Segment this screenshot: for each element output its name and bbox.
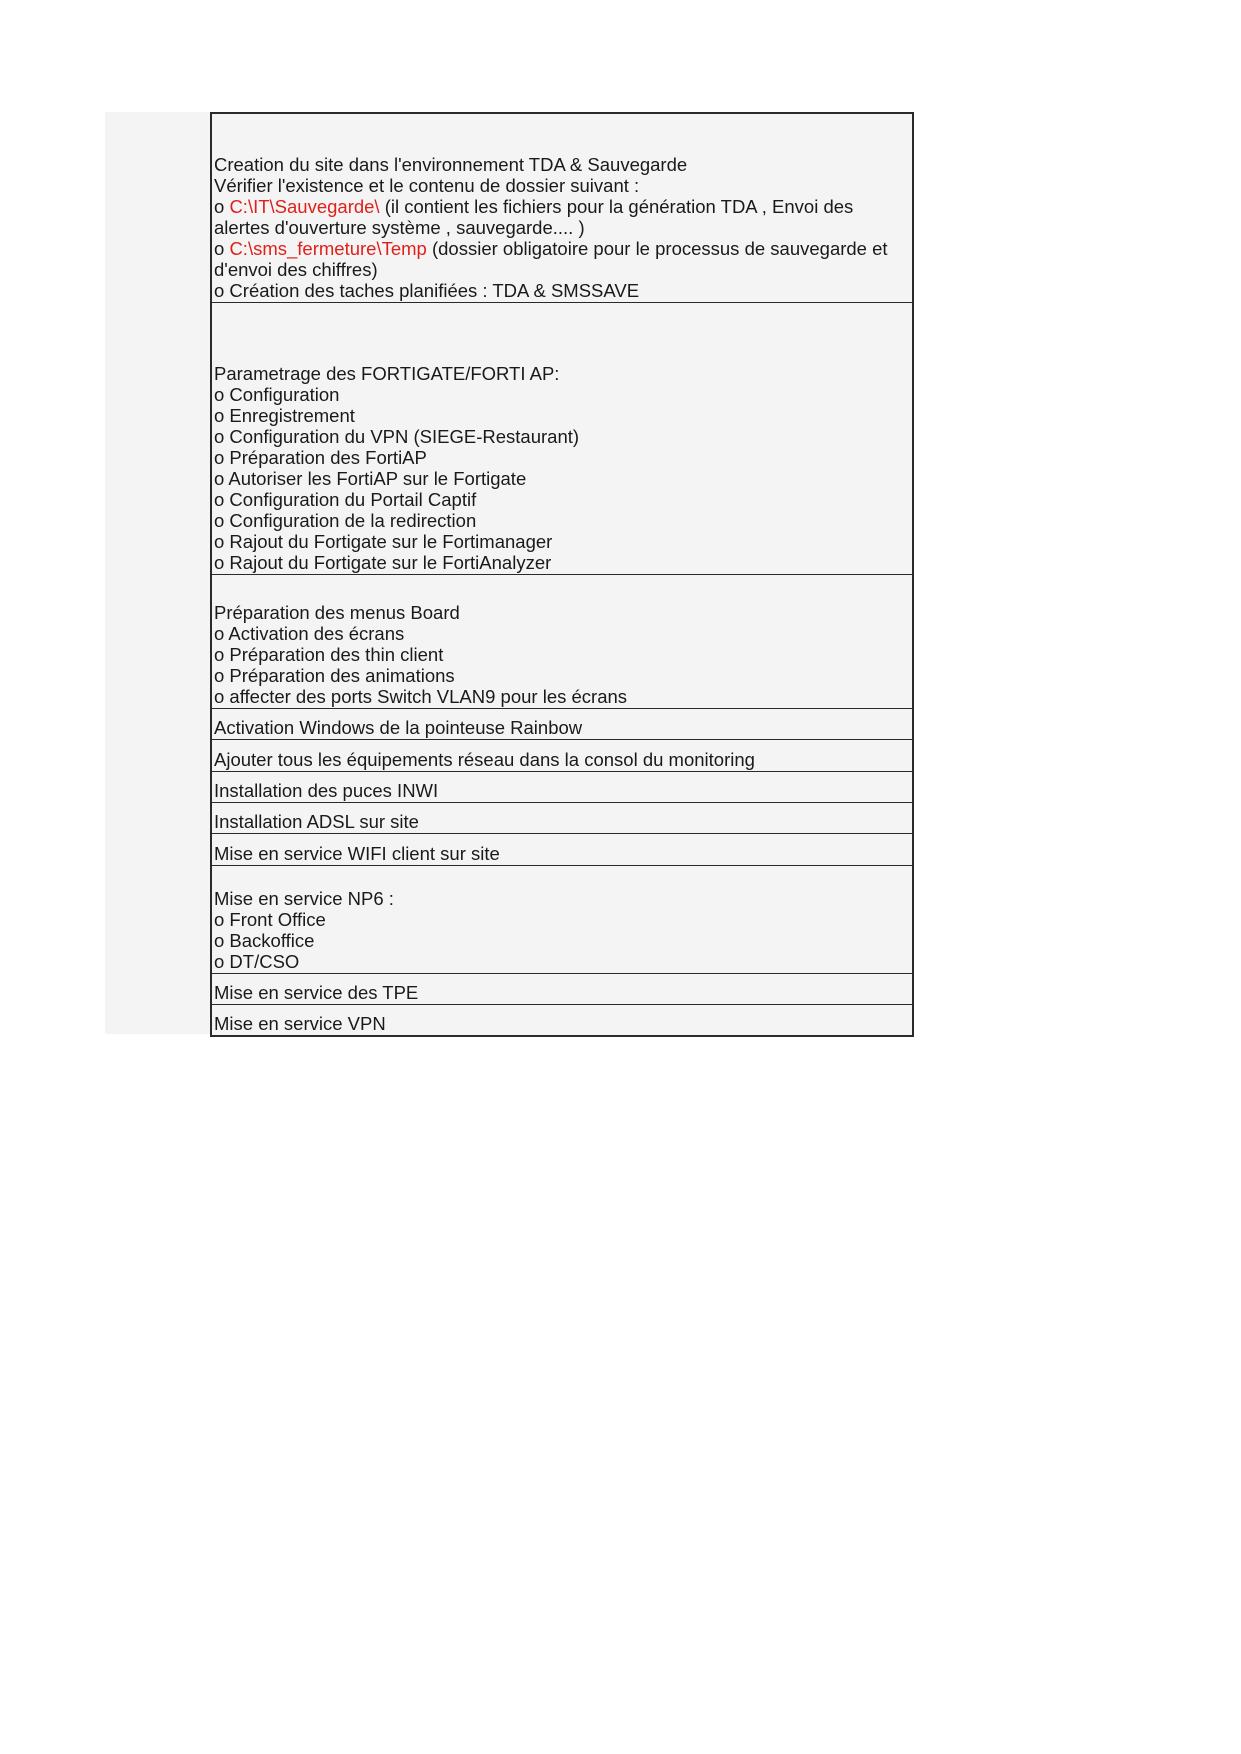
- table-row: [212, 740, 912, 772]
- table-row: [212, 303, 912, 575]
- table-row: [212, 1005, 912, 1035]
- cell-line: Mise en service NP6 :: [214, 888, 394, 909]
- cell-line: o Configuration du Portail Captif: [214, 489, 477, 510]
- cell-line: Installation ADSL sur site: [214, 811, 419, 832]
- table-row: [212, 866, 912, 974]
- table-row: [212, 575, 912, 709]
- bullet: o: [214, 238, 230, 259]
- cell-line: Installation des puces INWI: [214, 780, 439, 801]
- task-table: [210, 112, 914, 1037]
- cell-line: o Configuration de la redirection: [214, 510, 477, 531]
- cell-line: Creation du site dans l'environnement TDA & Sauvegarde: [214, 154, 688, 175]
- cell-line: Parametrage des FORTIGATE/FORTI AP:: [214, 363, 560, 384]
- cell-line: Mise en service des TPE: [214, 982, 419, 1003]
- cell-line: o Enregistrement: [214, 405, 355, 426]
- path-description: (dossier obligatoire pour le processus de sauvegarde et d'envoi des chiffres): [214, 238, 888, 280]
- cell-line: o Rajout du Fortigate sur le Fortimanager: [214, 531, 553, 552]
- cell-line: [214, 196, 910, 238]
- folder-path: C:\IT\Sauvegarde\: [229, 196, 380, 217]
- cell-line: Mise en service WIFI client sur site: [214, 843, 500, 864]
- cell-line: Activation Windows de la pointeuse Rainbow: [214, 717, 583, 738]
- cell-line: o Configuration: [214, 384, 340, 405]
- cell-line: o affecter des ports Switch VLAN9 pour les écrans: [214, 686, 628, 707]
- cell-line: Mise en service VPN: [214, 1013, 386, 1034]
- table-row: [212, 834, 912, 866]
- cell-line: [214, 238, 910, 280]
- cell-line: o Activation des écrans: [214, 623, 405, 644]
- cell-line: o Backoffice: [214, 930, 315, 951]
- left-shaded-column: [105, 112, 210, 1034]
- cell-line: o Préparation des animations: [214, 665, 455, 686]
- table-row: [212, 114, 912, 303]
- cell-line: o Préparation des thin client: [214, 644, 444, 665]
- cell-line: Vérifier l'existence et le contenu de dossier suivant :: [214, 175, 640, 196]
- cell-line: o Autoriser les FortiAP sur le Fortigate: [214, 468, 527, 489]
- folder-path: C:\sms_fermeture\Temp: [229, 238, 427, 259]
- cell-line: o Création des taches planifiées : TDA & SMSSAVE: [214, 280, 640, 301]
- cell-line: o DT/CSO: [214, 951, 300, 972]
- cell-line: o Configuration du VPN (SIEGE-Restaurant): [214, 426, 580, 447]
- cell-line: o Préparation des FortiAP: [214, 447, 427, 468]
- cell-line: Préparation des menus Board: [214, 602, 460, 623]
- cell-line: o Front Office: [214, 909, 326, 930]
- cell-line: Ajouter tous les équipements réseau dans la consol du monitoring: [214, 749, 755, 770]
- table-row: [212, 974, 912, 1005]
- table-row: [212, 772, 912, 803]
- table-row: [212, 709, 912, 740]
- cell-line: o Rajout du Fortigate sur le FortiAnalyzer: [214, 552, 552, 573]
- path-description: (il contient les fichiers pour la génération TDA , Envoi des alertes d'ouverture système , sauvegarde.... ): [214, 196, 854, 238]
- table-row: [212, 803, 912, 834]
- bullet: o: [214, 196, 230, 217]
